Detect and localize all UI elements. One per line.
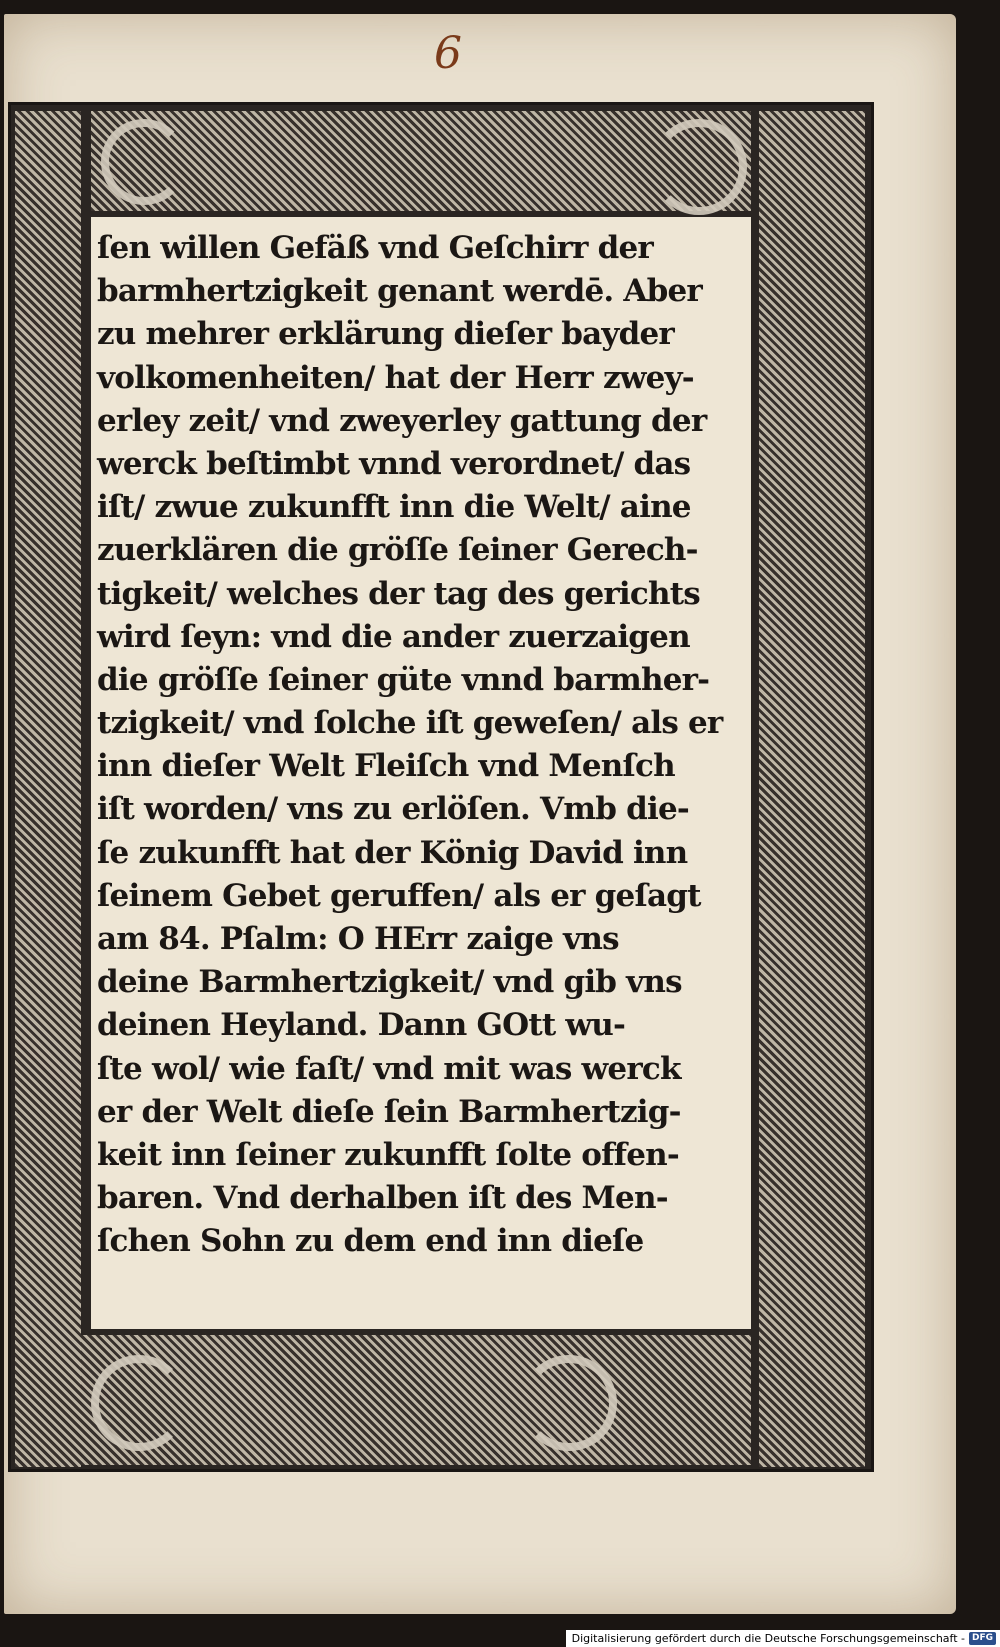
text-line: deinen Heyland. Dann GOtt wu- xyxy=(97,1007,626,1044)
text-line: ſeinem Gebet geruffen/ als er geſagt xyxy=(97,877,701,914)
text-block xyxy=(91,217,751,1329)
text-line: ſte wol/ wie faſt/ vnd mit was werck xyxy=(97,1050,681,1087)
text-line: inn dieſer Welt Fleiſch vnd Menſch xyxy=(97,748,675,785)
swirl-ornament xyxy=(521,1355,617,1451)
text-line: baren. Vnd derhalben iſt des Men- xyxy=(97,1180,668,1217)
text-line: iſt worden/ vns zu erlöſen. Vmb die- xyxy=(97,791,689,828)
text-line: ſchen Sohn zu dem end inn dieſe xyxy=(97,1223,644,1260)
border-left-ornament xyxy=(15,111,81,1467)
swirl-ornament xyxy=(651,119,747,215)
text-line: iſt/ zwue zukunfft inn die Welt/ aine xyxy=(97,489,691,526)
book-page xyxy=(4,14,956,1614)
text-line: die gröſſe ſeiner güte vnnd barmher- xyxy=(97,661,710,698)
swirl-ornament xyxy=(101,119,187,205)
text-line: werck beſtimbt vnnd verordnet/ das xyxy=(97,445,691,482)
text-line: tigkeit/ welches der tag des gerichts xyxy=(97,575,700,612)
text-lines xyxy=(97,227,747,1264)
text-line: zuerklären die gröſſe ſeiner Gerech- xyxy=(97,532,698,569)
swirl-ornament xyxy=(91,1355,187,1451)
text-line: ſen willen Gefäß vnd Geſchirr der xyxy=(97,230,653,266)
footer-text: Digitalisierung gefördert durch die Deutsche Forschungsgemeinschaft - xyxy=(571,1632,965,1645)
text-line: barmhertzigkeit genant werdē. Aber xyxy=(97,273,702,310)
border-bottom-ornament xyxy=(81,1335,751,1465)
text-line: am 84. Pſalm: O HErr zaige vns xyxy=(97,921,619,957)
text-line: ſe zukunfft hat der König David inn xyxy=(97,834,688,871)
text-line: zu mehrer erklärung dieſer bayder xyxy=(97,316,674,353)
border-top-ornament xyxy=(91,111,751,211)
text-line: wird ſeyn: vnd die ander zuerzaigen xyxy=(97,618,690,655)
text-line: keit inn ſeiner zukunfft ſolte offen- xyxy=(97,1136,679,1173)
text-line: deine Barmhertzigkeit/ vnd gib vns xyxy=(97,964,682,1001)
text-line: volkomenheiten/ hat der Herr zwey- xyxy=(97,359,694,396)
woodcut-border xyxy=(8,102,874,1472)
text-line: tzigkeit/ vnd ſolche iſt geweſen/ als er xyxy=(97,705,723,742)
folio-number: 6 xyxy=(434,28,462,79)
footer-credit xyxy=(566,1630,1000,1647)
text-line: er der Welt dieſe ſein Barmhertzig- xyxy=(97,1093,681,1130)
text-line: erley zeit/ vnd zweyerley gattung der xyxy=(97,402,707,439)
dfg-logo: DFG xyxy=(969,1632,996,1645)
border-right-ornament xyxy=(759,111,865,1467)
